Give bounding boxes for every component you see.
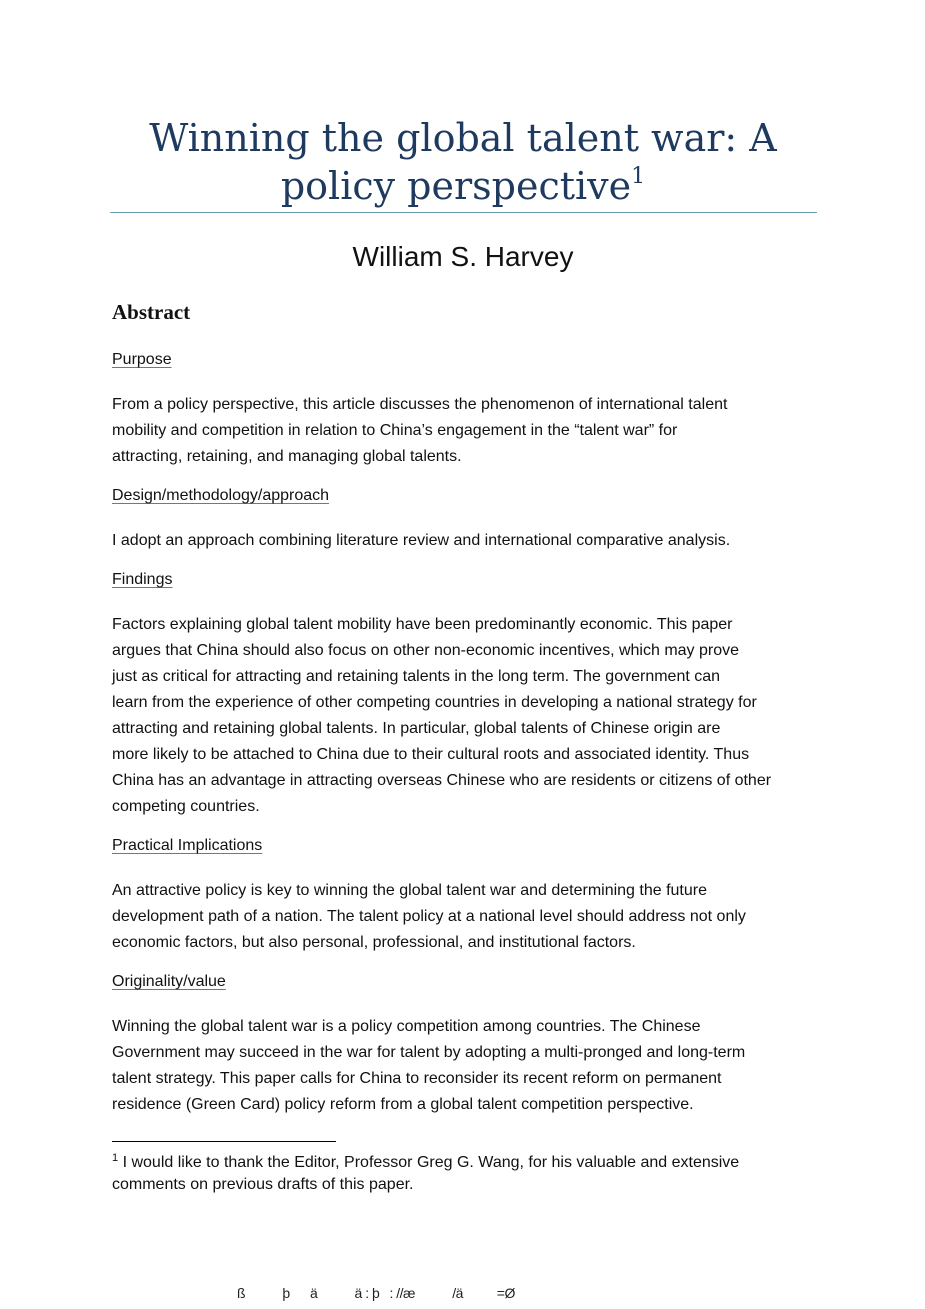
page-footer-garbled: ß þ ä ä : þ : //æ /ä =Ø	[237, 1285, 515, 1301]
paragraph-line: economic factors, but also personal, professional, and institutional factors.	[112, 934, 636, 951]
section-heading: Practical Implications	[112, 837, 263, 854]
section-heading: Purpose	[112, 351, 172, 368]
author-name: William S. Harvey	[352, 241, 574, 272]
paragraph-line: just as critical for attracting and retaining talents in the long term. The government can	[112, 668, 721, 685]
title-text: Winning the global talent war: A policy perspective	[149, 116, 777, 208]
paragraph-line: competing countries.	[112, 798, 260, 815]
abstract-heading: Abstract	[112, 300, 191, 324]
paragraph-line: mobility and competition in relation to China’s engagement in the “talent war” for	[112, 422, 678, 439]
footnote-line	[112, 1152, 817, 1174]
title-underline	[110, 212, 817, 213]
section-purpose	[112, 350, 817, 470]
paragraph-line: attracting, retaining, and managing global talents.	[112, 448, 462, 465]
section-practical-implications	[112, 836, 817, 956]
section-design	[112, 486, 817, 554]
paragraph-line: An attractive policy is key to winning the global talent war and determining the future	[112, 882, 707, 899]
footnote-mark: 1	[112, 1152, 119, 1164]
footnote-line: comments on previous drafts of this paper.	[112, 1176, 414, 1193]
section-heading: Originality/value	[112, 973, 226, 990]
paper-title	[110, 114, 816, 210]
paragraph-line: residence (Green Card) policy reform from a global talent competition perspective.	[112, 1096, 694, 1113]
paragraph-line: development path of a nation. The talent policy at a national level should address not only	[112, 908, 746, 925]
footnote-text: I would like to thank the Editor, Professor Greg G. Wang, for his valuable and extensive	[122, 1154, 740, 1171]
paragraph-line: talent strategy. This paper calls for China to reconsider its recent reform on permanent	[112, 1070, 722, 1087]
paragraph-line: Winning the global talent war is a policy competition among countries. The Chinese	[112, 1018, 701, 1035]
paragraph-line: China has an advantage in attracting overseas Chinese who are residents or citizens of other	[112, 772, 772, 789]
paragraph-line: Government may succeed in the war for talent by adopting a multi-pronged and long-term	[112, 1044, 746, 1061]
footnote	[112, 1152, 817, 1196]
section-heading: Findings	[112, 571, 173, 588]
paragraph-line: Factors explaining global talent mobility have been predominantly economic. This paper	[112, 616, 733, 633]
paragraph-line: I adopt an approach combining literature review and international comparative analysis.	[112, 532, 731, 549]
section-findings	[112, 570, 817, 820]
title-footnote-mark[interactable]: 1	[631, 164, 646, 189]
paragraph-line: argues that China should also focus on other non-economic incentives, which may prove	[112, 642, 740, 659]
paragraph-line: more likely to be attached to China due to their cultural roots and associated identity. Thus	[112, 746, 750, 763]
section-heading: Design/methodology/approach	[112, 487, 330, 504]
paragraph-line: learn from the experience of other competing countries in developing a national strategy for	[112, 694, 757, 711]
paragraph-line: From a policy perspective, this article discusses the phenomenon of international talent	[112, 396, 728, 413]
paragraph-line: attracting and retaining global talents. In particular, global talents of Chinese origin are	[112, 720, 721, 737]
footnote-separator	[112, 1141, 336, 1142]
section-originality	[112, 972, 817, 1118]
